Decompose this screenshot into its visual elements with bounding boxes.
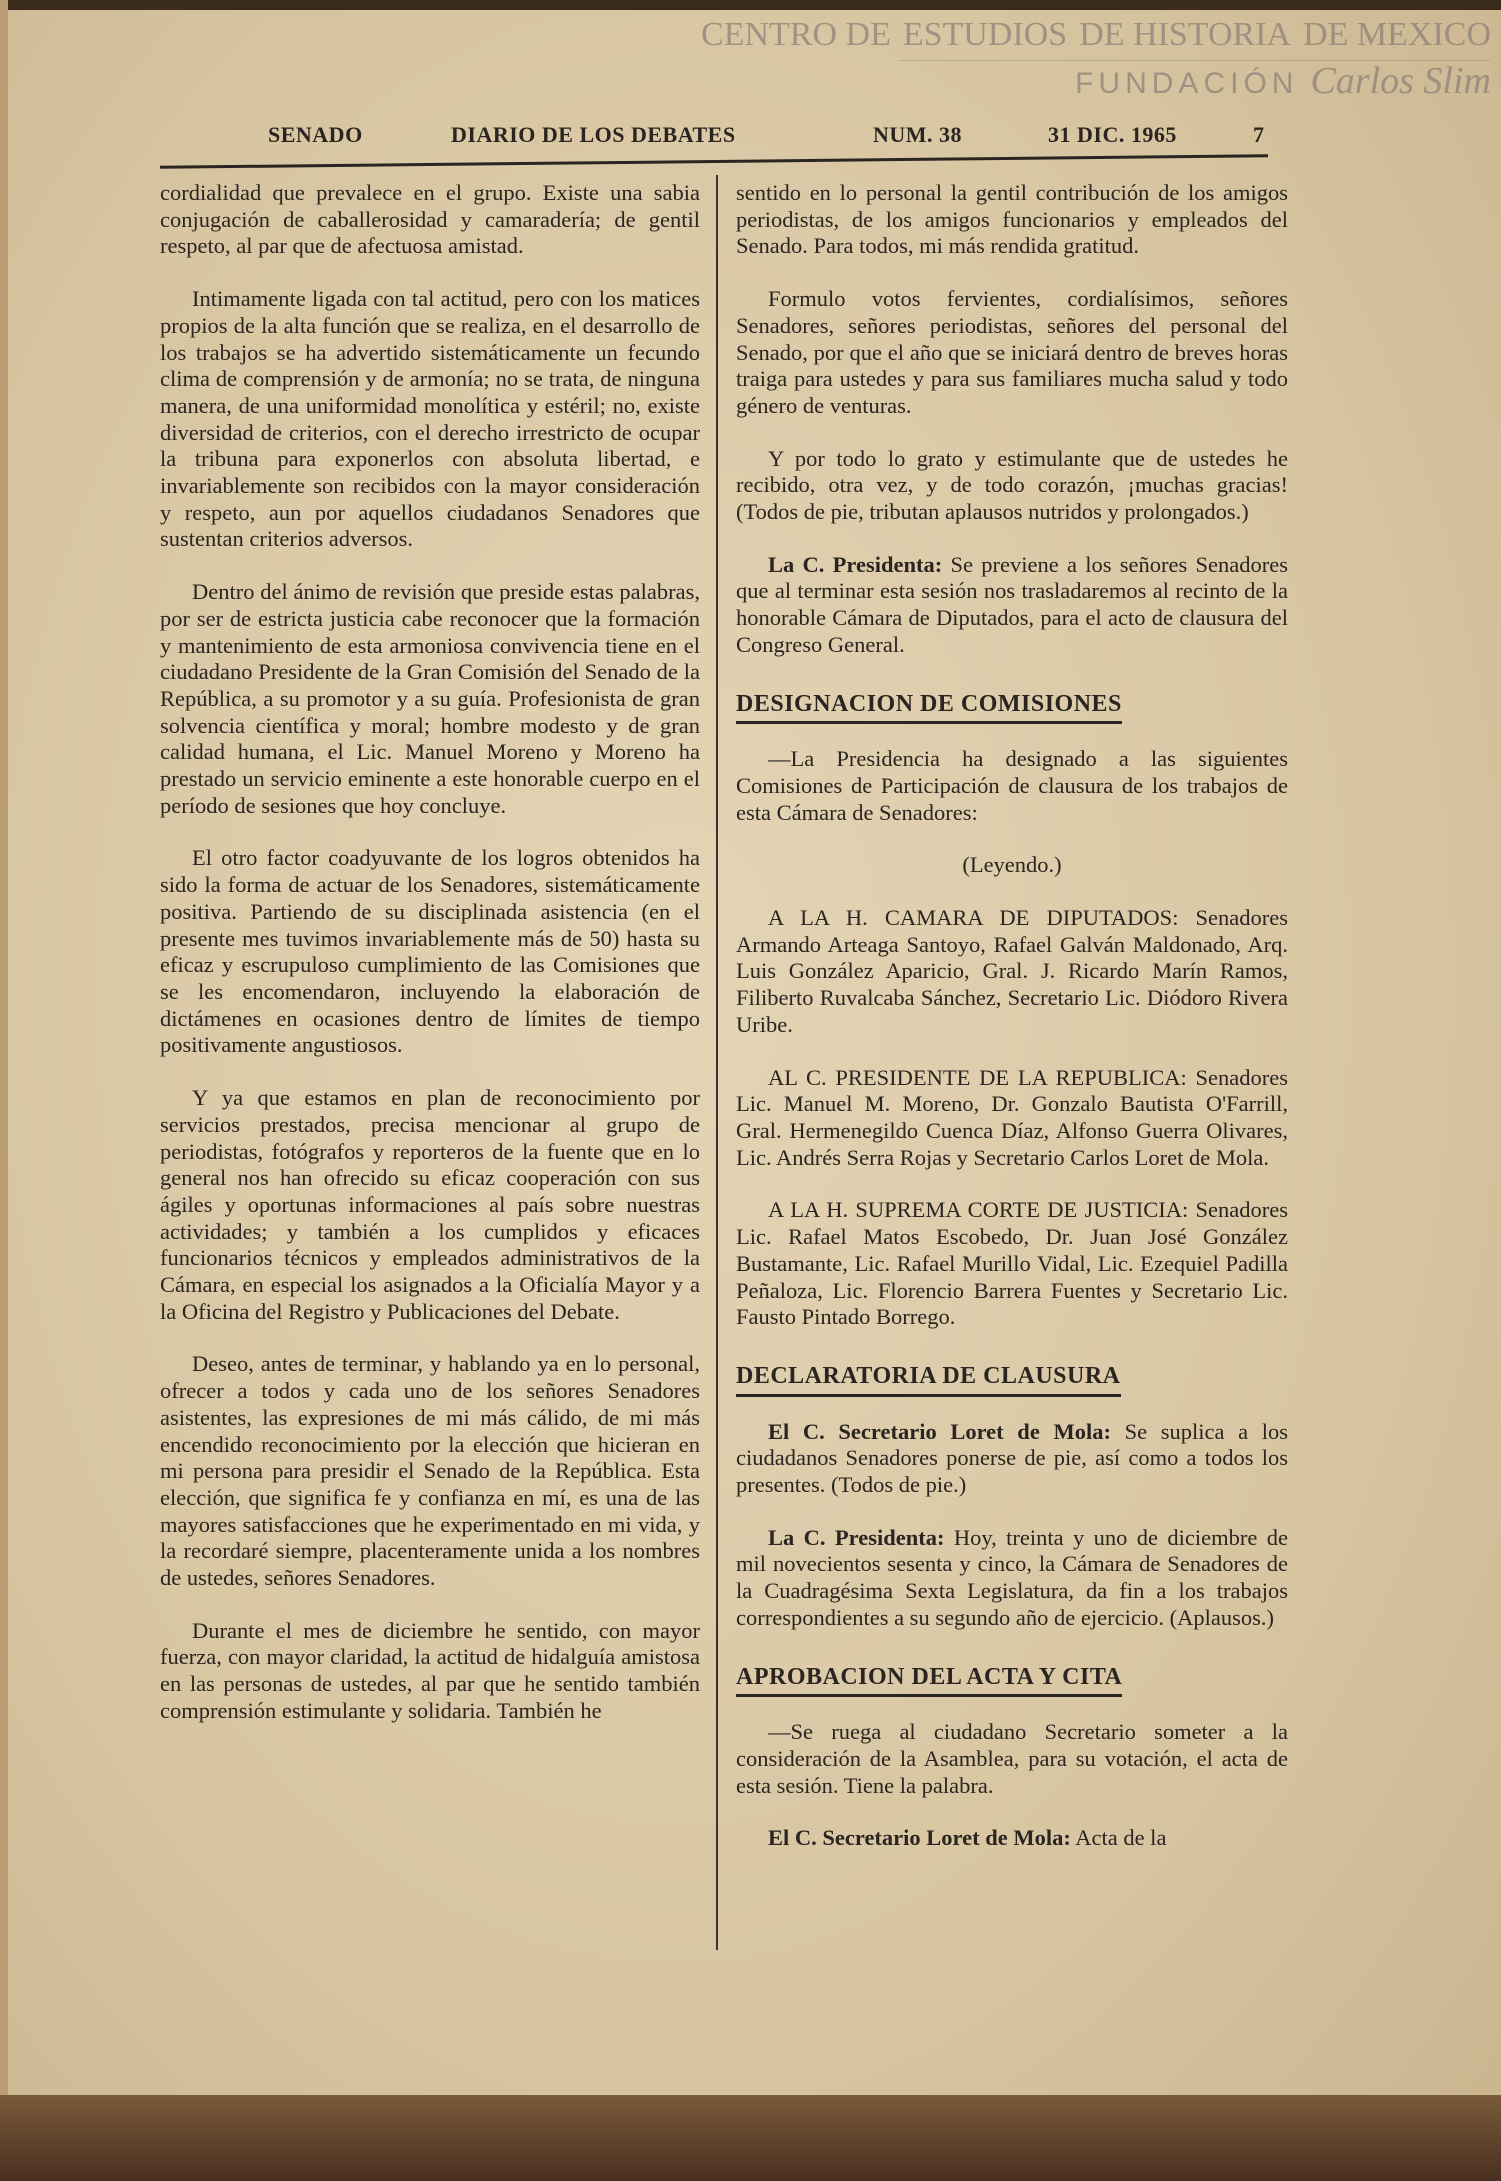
left-column — [160, 180, 700, 1751]
header-rule — [160, 154, 1268, 169]
paragraph: sentido en lo personal la gentil contribución de los amigos periodistas, de los amigos funcionarios y empleados del Senado. Para todos, mi más rendida gratitud. — [736, 180, 1288, 259]
speech-text: Se previene a los señores Senadores que al terminar esta sesión nos trasladaremos al recinto de la honorable Cámara de Diputados, para el acto de clausura del Congreso General. — [736, 551, 1288, 657]
paragraph: El otro factor coadyuvante de los logros obtenidos ha sido la forma de actuar de los Senadores, sistemáticamente positiva. Partiendo de su disciplinada asistencia (en el presente mes tuvimos invariablemente más de 50) hasta su eficaz y escrupuloso cumplimiento de las Comisiones que se les encomendaron, incluyendo la elaboración de dictámenes en ocasiones dentro de límites de tiempo positivamente angustiosos. — [160, 845, 700, 1058]
paragraph — [736, 1825, 1288, 1852]
speech-text: Hoy, treinta y uno de diciembre de mil novecientos sesenta y cinco, la Cámara de Senadores de la Cuadragésima Sexta Legislatura, da fin a los trabajos correspondientes a su segundo año de ejercicio. (Aplausos.) — [736, 1524, 1289, 1630]
paragraph: Durante el mes de diciembre he sentido, con mayor fuerza, con mayor claridad, la actitud de hidalguía amistosa en las personas de ustedes, al par que he sentido también comprensión estimulante y solidaria. También he — [160, 1617, 700, 1723]
watermark-institution — [391, 12, 1491, 58]
paragraph: —Se ruega al ciudadano Secretario someter a la consideración de la Asamblea, para su votación, el acta de esta sesión. Tiene la palabra. — [736, 1719, 1288, 1798]
speaker-name: La C. Presidenta: — [768, 551, 943, 577]
header-chamber: SENADO — [268, 122, 363, 147]
paragraph: (Leyendo.) — [962, 852, 1062, 878]
watermark-signature: Carlos Slim — [1310, 60, 1491, 102]
header-date: 31 DIC. 1965 — [1048, 122, 1177, 147]
watermark-line: ESTUDIOS — [902, 16, 1068, 53]
paragraph: A LA H. SUPREMA CORTE DE JUSTICIA: Senadores Lic. Rafael Matos Escobedo, Dr. Juan José González Bustamante, Lic. Rafael Murillo Vidal, Lic. Ezequiel Padilla Peñaloza, Lic. Florencio Barrera Fuentes y Secretario Lic. Fausto Pintado Borrego. — [736, 1197, 1288, 1330]
paragraph: AL C. PRESIDENTE DE LA REPUBLICA: Senadores Lic. Manuel M. Moreno, Dr. Gonzalo Bautista O'Farrill, Gral. Hermenegildo Cuenca Díaz, Alfonso Guerra Olivares, Lic. Andrés Serra Rojas y Secretario Carlos Loret de Mola. — [736, 1064, 1288, 1170]
section-heading-aprobacion: APROBACION DEL ACTA Y CITA — [736, 1664, 1122, 1698]
paragraph — [736, 552, 1288, 659]
section-heading-declaratoria: DECLARATORIA DE CLAUSURA — [736, 1363, 1121, 1397]
header-number: NUM. 38 — [873, 122, 963, 147]
paragraph: Intimamente ligada con tal actitud, pero con los matices propios de la alta función que se realiza, en el desarrollo de los trabajos se ha advertido sistemáticamente un fecundo clima de comprensión y de armonía; no se trata, de ninguna manera, de una uniformidad monolítica y estéril; no, existe diversidad de criterios, con el derecho irrestricto de ocupar la tribuna para exponerlos con absoluta libertad, e invariablemente son recibidos con la mayor consideración y respeto, aun por aquellos ciudadanos Senadores que sustentan criterios adversos. — [160, 286, 700, 552]
watermark-divider — [900, 60, 1490, 61]
column-divider — [716, 175, 718, 1950]
page-top-edge — [0, 0, 1501, 10]
paragraph: Dentro del ánimo de revisión que preside estas palabras, por ser de estricta justicia cabe reconocer que la formación y mantenimiento de esta armoniosa convivencia tiene en el ciudadano Presidente de la Gran Comisión del Senado de la República, a su promotor y a su guía. Profesionista de gran solvencia científica y moral; hombre modesto y de gran calidad humana, el Lic. Manuel Moreno y Moreno ha prestado un servicio eminente a este honorable cuerpo en el período de sesiones que hoy concluye. — [160, 579, 700, 818]
speaker-name: La C. Presidenta: — [768, 1524, 945, 1550]
watermark-line: DE MEXICO — [1303, 16, 1491, 53]
paragraph: cordialidad que prevalece en el grupo. Existe una sabia conjugación de caballerosidad y camaradería; de gentil respeto, al par que de afectuosa amistad. — [160, 180, 700, 259]
paragraph: Y ya que estamos en plan de reconocimiento por servicios prestados, precisa mencionar al grupo de periodistas, fotógrafos y reporteros de la fuente que en lo general nos han ofrecido su eficaz cooperación con sus ágiles y oportunas informaciones al país sobre nuestras actividades; y también a los cumplidos y eficaces funcionarios técnicos y empleados administrativos de la Cámara, en especial los asignados a la Oficialía Mayor y a la Oficina del Registro y Publicaciones del Debate. — [160, 1085, 700, 1324]
watermark-line: CENTRO DE — [701, 16, 891, 53]
watermark-foundation: FUNDACIÓN — [1075, 67, 1299, 100]
paragraph: A LA H. CAMARA DE DIPUTADOS: Senadores Armando Arteaga Santoyo, Rafael Galván Maldonado, Arq. Luis González Aparicio, Gral. J. Ricardo Marín Ramos, Filiberto Ruvalcaba Sánchez, Secretario Lic. Diódoro Rivera Uribe. — [736, 905, 1288, 1037]
watermark-line: DE HISTORIA — [1079, 16, 1292, 53]
speech-text: Acta de la — [1070, 1825, 1167, 1851]
paragraph — [736, 1525, 1288, 1632]
speech-text: Se suplica a los ciudadanos Senadores ponerse de pie, así como a todos los presentes. (Todos de pie.) — [736, 1418, 1288, 1498]
paragraph: Y por todo lo grato y estimulante que de ustedes he recibido, otra vez, y de todo corazón, ¡muchas gracias! (Todos de pie, tributan aplausos nutridos y prolongados.) — [736, 445, 1288, 525]
paragraph: Formulo votos fervientes, cordialísimos, señores Senadores, señores periodistas, señores del personal del Senado, por que el año que se iniciará dentro de breves horas traiga para ustedes y para sus familiares mucha salud y todo género de venturas. — [736, 286, 1288, 418]
page-left-edge — [0, 0, 8, 2181]
section-heading-designacion: DESIGNACION DE COMISIONES — [736, 691, 1122, 725]
speaker-name: El C. Secretario Loret de Mola: — [768, 1825, 1071, 1851]
header-publication: DIARIO DE LOS DEBATES — [451, 122, 736, 147]
running-header — [268, 122, 1268, 156]
speaker-name: El C. Secretario Loret de Mola: — [768, 1418, 1111, 1444]
paragraph — [736, 1419, 1288, 1499]
header-page-number: 7 — [1253, 122, 1265, 147]
right-column — [736, 180, 1288, 1878]
page-bottom-edge — [0, 2095, 1501, 2181]
paragraph: —La Presidencia ha designado a las siguientes Comisiones de Participación de clausura de los trabajos de esta Cámara de Senadores: — [736, 746, 1288, 825]
watermark-foundation-row — [391, 58, 1491, 107]
paragraph: Deseo, antes de terminar, y hablando ya en lo personal, ofrecer a todos y cada uno de los señores Senadores asistentes, las expresiones de mi más cálido, de mi más encendido reconocimiento por la elección que hicieran en mi persona para presidir el Senado de la República. Esta elección, que significa fe y confianza en mí, es una de las mayores satisfacciones que he experimentado en mi vida, y la recordaré siempre, placenteramente unida a los nombres de ustedes, señores Senadores. — [160, 1351, 700, 1591]
